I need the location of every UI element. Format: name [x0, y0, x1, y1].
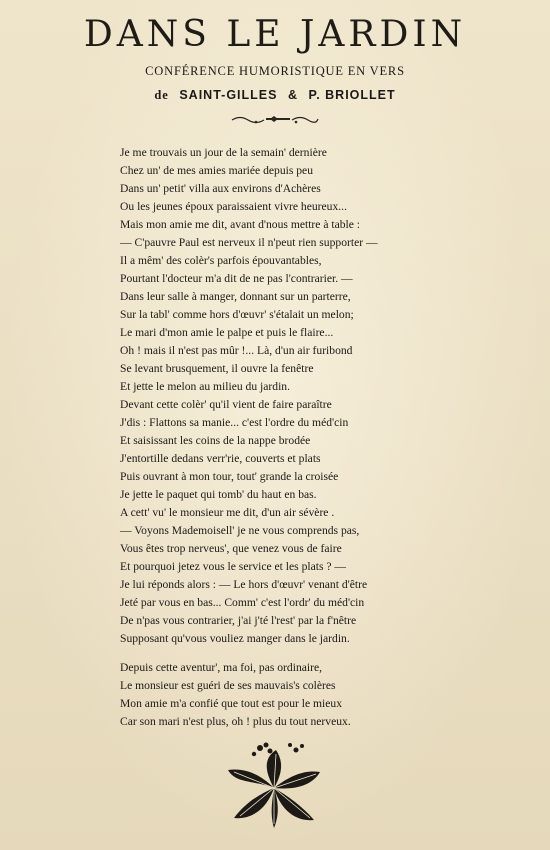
poem-line: Supposant qu'vous vouliez manger dans le jardin.	[120, 632, 350, 645]
poem-stanza-2	[120, 659, 420, 731]
poem-line: Oh ! mais il n'est pas mûr !... Là, d'un air furibond	[120, 344, 353, 357]
poem-line: A cett' vu' le monsieur me dit, d'un air sévère .	[120, 506, 335, 519]
poem-stanza-1	[120, 144, 420, 648]
poem-line: Le mari d'mon amie le palpe et puis le flaire...	[120, 326, 334, 339]
poem-line: J'entortille dedans verr'rie, couverts et plats	[120, 452, 321, 465]
poem-line: Le monsieur est guéri de ses mauvais's colères	[120, 679, 336, 692]
author-2: P. BRIOLLET	[308, 88, 396, 102]
poem-line: Se levant brusquement, il ouvre la fenêtre	[120, 362, 314, 375]
poem-line: — C'pauvre Paul est nerveux il n'peut rien supporter —	[120, 236, 378, 249]
poem-line: Mais mon amie me dit, avant d'nous mettre à table :	[120, 218, 361, 231]
page-title: DANS LE JARDIN	[83, 14, 467, 55]
poem-line: Jeté par vous en bas... Comm' c'est l'ordr' du méd'cin	[120, 596, 365, 609]
poem-line: Pourtant l'docteur m'a dit de ne pas l'contrarier. —	[120, 272, 353, 285]
poem-line: De n'pas vous contrarier, j'ai j'té l'rest' par la f'nêtre	[120, 614, 357, 627]
poem-line: Et saisissant les coins de la nappe brodée	[120, 434, 311, 447]
leaf-flower-icon	[224, 740, 324, 830]
authors-ampersand: &	[287, 88, 298, 102]
poem-line: Devant cette colèr' qu'il vient de faire paraître	[120, 398, 332, 411]
poem-line: Il a mêm' des colèr's parfois épouvantables,	[120, 254, 322, 267]
flourish-icon	[226, 113, 322, 125]
poem-line: Je me trouvais un jour de la semain' dernière	[120, 146, 327, 159]
poem-line: Sur la tabl' comme hors d'œuvr' s'étalait un melon;	[120, 308, 354, 321]
poem-line: — Voyons Mademoisell' je ne vous comprends pas,	[120, 524, 360, 537]
poem-line: Depuis cette aventur', ma foi, pas ordinaire,	[120, 661, 323, 674]
poem-line: Je jette le paquet qui tomb' du haut en bas.	[120, 488, 317, 501]
author-1: SAINT-GILLES	[179, 88, 278, 102]
subtitle: CONFÉRENCE HUMORISTIQUE EN VERS	[145, 64, 405, 78]
poem-line: Chez un' de mes amies mariée depuis peu	[120, 164, 314, 177]
poem-line: Vous êtes trop nerveus', que venez vous de faire	[120, 542, 342, 555]
poem-line: Ou les jeunes époux paraissaient vivre heureux...	[120, 200, 347, 213]
authors-prefix: de	[154, 88, 169, 102]
poem-line: Car son mari n'est plus, oh ! plus du tout nerveux.	[120, 715, 351, 728]
poem-line: Dans leur salle à manger, donnant sur un parterre,	[120, 290, 351, 303]
authors-line	[0, 88, 550, 103]
poem-line: Puis ouvrant à mon tour, tout' grande la croisée	[120, 470, 339, 483]
poem-line: J'dis : Flattons sa manie... c'est l'ordre du méd'cin	[120, 416, 349, 429]
poem-line: Dans un' petit' villa aux environs d'Achères	[120, 182, 321, 195]
poem-line: Mon amie m'a confié que tout est pour le mieux	[120, 697, 342, 710]
poem-line: Et pourquoi jetez vous le service et les plats ? —	[120, 560, 347, 573]
poem-line: Et jette le melon au milieu du jardin.	[120, 380, 290, 393]
poem-line: Je lui réponds alors : — Le hors d'œuvr' venant d'être	[120, 578, 368, 591]
